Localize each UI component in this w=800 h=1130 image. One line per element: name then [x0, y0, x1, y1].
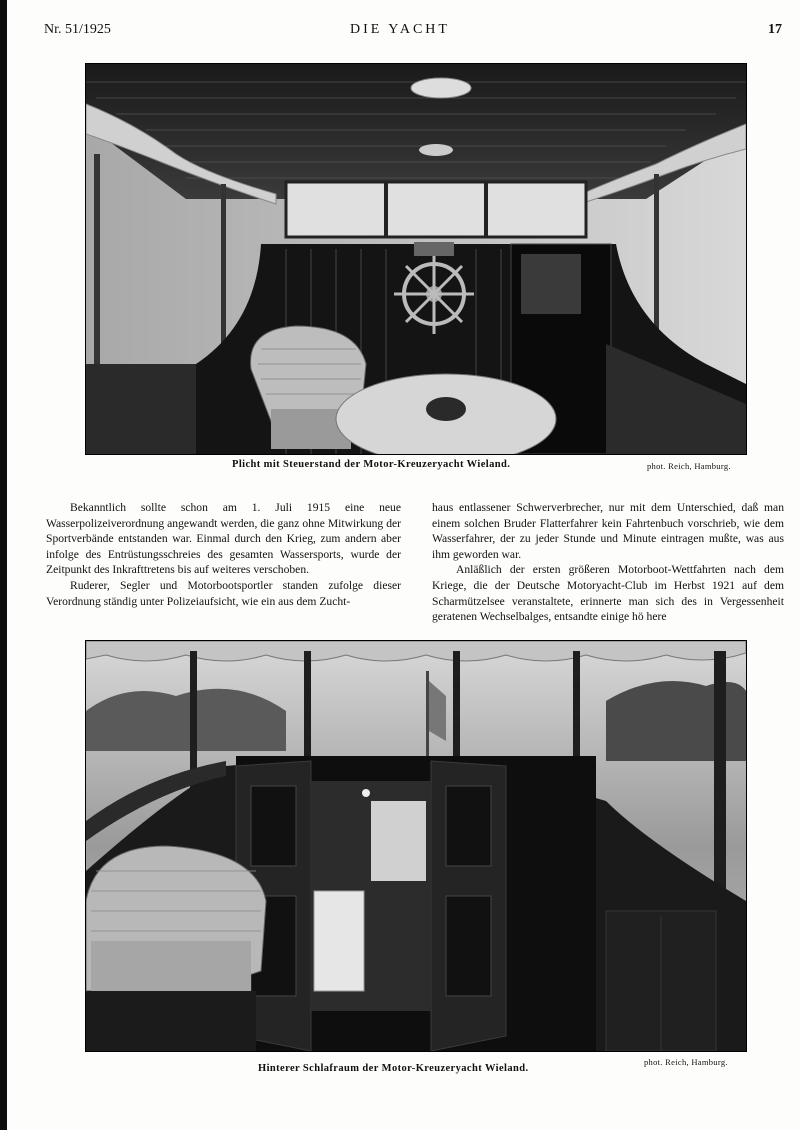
- figure2-caption: Hinterer Schlafraum der Motor-Kreuzeryacht Wieland.: [258, 1063, 529, 1074]
- paragraph: Bekanntlich sollte schon am 1. Juli 1915 eine neue Wasserpolizeiverordnung angewandt werden, die ganz ohne Mitwirkung der Sportverbände entstanden war. Einmal durch den Krieg, zum andern aber infolge des Entrüstungsschreies des gesamten Wassersports, wurde der Zeitpunkt des Inkrafttretens bis auf weiteres verschoben.: [46, 501, 401, 577]
- article-column-2: [432, 500, 784, 625]
- magazine-title: DIE YACHT: [350, 22, 450, 37]
- paragraph: haus entlassener Schwerverbrecher, nur mit dem Unterschied, daß man einem solchen Bruder Flatterfahrer kein Fahrtenbuch vorschrieb, wie dem Wasserfahrer, der zu jeder Stunde und Minute eintragen mußte, was aus ihm geworden war.: [432, 501, 784, 561]
- page-header: [0, 22, 800, 42]
- photo-cockpit-helm: [85, 63, 747, 455]
- photo-aft-cabin: [85, 640, 747, 1052]
- issue-number: Nr. 51/1925: [44, 22, 111, 37]
- paragraph: Ruderer, Segler und Motorbootsportler standen zufolge dieser Verordnung ständig unter Polizeiaufsicht, wie ein aus dem Zucht-: [46, 578, 401, 608]
- page-number: 17: [768, 22, 782, 37]
- page-binding-edge: [0, 0, 7, 1130]
- figure2-credit: phot. Reich, Hamburg.: [644, 1057, 728, 1067]
- figure1-caption: Plicht mit Steuerstand der Motor-Kreuzeryacht Wieland.: [232, 459, 511, 470]
- figure1-credit: phot. Reich, Hamburg.: [647, 461, 731, 471]
- paragraph: Anläßlich der ersten größeren Motorboot-Wettfahrten nach dem Kriege, die der Deutsche Motoryacht-Club im Herbst 1921 auf dem Scharmützelsee veranstaltete, erinnerte man sich des in Vergessenheit geratenen Wechselbalges, entsandte einige hö here: [432, 563, 784, 624]
- article-column-1: [46, 500, 401, 609]
